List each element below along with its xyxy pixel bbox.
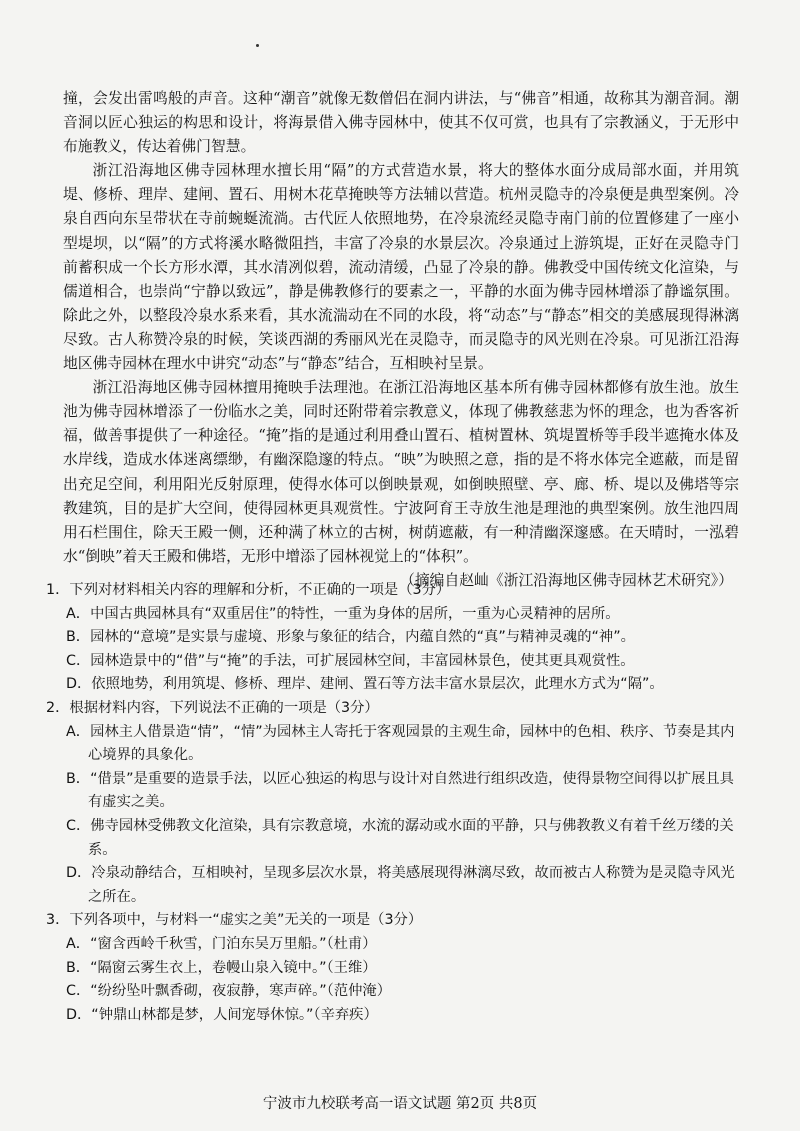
option-c: C．园林造景中的“借”与“掩”的手法，可扩展园林空间，丰富园林景色，使其更具观赏性。 bbox=[66, 652, 635, 669]
reading-passage bbox=[63, 87, 739, 593]
option-b: B．园林的“意境”是实景与虚境、形象与象征的结合，内蕴自然的“真”与精神灵魂的“神”。 bbox=[66, 629, 635, 646]
passage-paragraph-3: 浙江沿海地区佛寺园林擅用掩映手法理池。在浙江沿海地区基本所有佛寺园林都修有放生池。放生池为佛寺园林增添了一份临水之美，同时还附带着宗教意义，体现了佛教慈悲为怀的理念，也为香客祈福，做善事提供了一种途径。“掩”指的是通过利用叠山置石、植树置林、筑堤置桥等手段半遮掩水体及水岸线，造成水体迷离缥缈，有幽深隐邃的特点。“映”为映照之意，指的是不将水体完全遮蔽，而是留出充足空间，利用阳光反射原理，使得水体可以倒映景观，如倒映照壁、亭、廊、桥、堤以及佛塔等宗教建筑，目的是扩大空间，使得园林更具观赏性。宁波阿育王寺放生池是理池的典型案例。放生池四周用石栏围住，除天王殿一侧，还种满了林立的古树，树荫遮蔽，有一种清幽深邃感。在天晴时，一泓碧水“倒映”着天王殿和佛塔，无形中增添了园林视觉上的“体积”。 bbox=[63, 379, 739, 565]
question-2 bbox=[46, 697, 746, 909]
passage-source: （摘编自赵屾《浙江沿海地区佛寺园林艺术研究》） bbox=[400, 571, 733, 589]
option-c: C．佛寺园林受佛教文化渲染，具有宗教意境，水流的潺动或水面的平静，只与佛教教义有着千丝万缕的关系。 bbox=[66, 817, 734, 858]
passage-paragraph-2: 浙江沿海地区佛寺园林理水擅长用“隔”的方式营造水景，将大的整体水面分成局部水面，并用筑堤、修桥、理岸、建闸、置石、用树木花草掩映等方法辅以营造。杭州灵隐寺的冷泉便是典型案例。冷泉自西向东呈带状在寺前蜿蜒流淌。古代匠人依照地势，在冷泉流经灵隐寺南门前的位置修建了一座小型堤坝，以“隔”的方式将溪水略微阻挡，丰富了冷泉的水景层次。冷泉通过上游筑堤，正好在灵隐寺门前蓄积成一个长方形水潭，其水清冽似碧，流动清缓，凸显了冷泉的静。佛教受中国传统文化渲染，与儒道相合，也崇尚“宁静以致远”，静是佛教修行的要素之一，平静的水面为佛寺园林增添了静谧氛围。除此之外，以整段冷泉水系来看，其水流湍动在不同的水段，将“动态”与“静态”相交的美感展现得淋漓尽致。古人称赞冷泉的时候，笑谈西湖的秀丽风光在灵隐寺，而灵隐寺的风光则在冷泉。可见浙江沿海地区佛寺园林在理水中讲究“动态”与“静态”结合，互相映衬呈景。 bbox=[63, 162, 739, 373]
option-a: A．“窗含西岭千秋雪，门泊东吴万里船。”（杜甫） bbox=[66, 935, 377, 952]
option-a: A．中国古典园林具有“双重居住”的特性，一重为身体的居所，一重为心灵精神的居所。 bbox=[66, 605, 620, 622]
option-d: D．依照地势，利用筑堤、修桥、理岸、建闸、置石等方法丰富水景层次，此理水方式为“隔”。 bbox=[66, 676, 664, 693]
option-d: D．冷泉动静结合，互相映衬，呈现多层次水景，将美感展现得淋漓尽致，故而被古人称赞为是灵隐寺风光之所在。 bbox=[66, 865, 735, 905]
question-stem: 1．下列对材料相关内容的理解和分析，不正确的一项是（3分） bbox=[46, 582, 451, 598]
option-b: B．“隔窗云雾生衣上，卷幔山泉入镜中。”（王维） bbox=[66, 959, 377, 976]
passage-paragraph-1: 撞，会发出雷鸣般的声音。这种“潮音”就像无数僧侣在洞内讲法，与“佛音”相通，故称其为潮音洞。潮音洞以匠心独运的构思和设计，将海景借入佛寺园林中，使其不仅可赏，也具有了宗教涵义，于无形中布施教义，传达着佛门智慧。 bbox=[63, 90, 739, 156]
question-3 bbox=[46, 909, 746, 1027]
question-stem: 2．根据材料内容，下列说法不正确的一项是（3分） bbox=[46, 699, 379, 716]
option-c: C．“纷纷坠叶飘香砌，夜寂静，寒声碎。”（范仲淹） bbox=[66, 983, 392, 1000]
option-d: D．“钟鼎山林都是梦，人间宠辱休惊。”（辛弃疾） bbox=[66, 1006, 378, 1023]
question-list bbox=[46, 579, 746, 1027]
question-1 bbox=[46, 579, 746, 697]
page-footer: 宁波市九校联考高一语文试题 第2页 共8页 bbox=[262, 1096, 538, 1112]
scan-speck bbox=[256, 44, 259, 47]
question-stem: 3．下列各项中，与材料一“虚实之美”无关的一项是（3分） bbox=[46, 912, 423, 929]
option-b: B．“借景”是重要的造景手法，以匠心独运的构思与设计对自然进行组织改造，使得景物空间得以扩展且具有虚实之美。 bbox=[66, 770, 734, 811]
option-a: A．园林主人借景造“情”，“情”为园林主人寄托于客观园景的主观生命，园林中的色相、秩序、节奏是其内心境界的具象化。 bbox=[66, 723, 735, 764]
